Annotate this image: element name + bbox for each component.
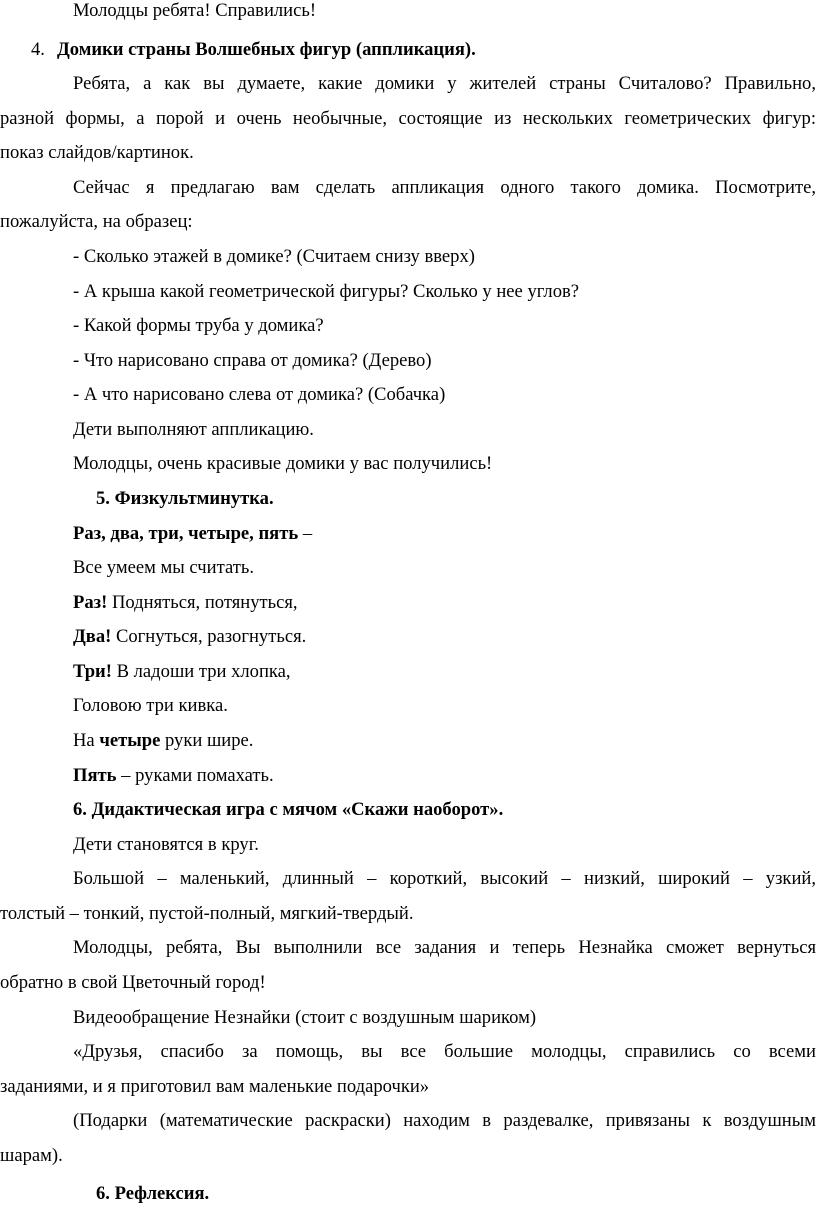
paragraph-opposites-line-2: толстый – тонкий, пустой-полный, мягкий-твердый. (0, 903, 414, 924)
poem-line-7: На четыре руки шире. (73, 730, 254, 751)
paragraph-praise-2: Молодцы, очень красивые домики у вас получились! (73, 453, 493, 474)
paragraph-opposites-line-1: Большой – маленький, длинный – короткий, высокий – низкий, широкий – узкий, (73, 868, 816, 889)
paragraph-finish-line-1: Молодцы, ребята, Вы выполнили все задания и теперь Незнайка сможет вернуться (73, 937, 816, 958)
heading-section-4-text: Домики страны Волшебных фигур (аппликация). (56, 39, 476, 60)
poem-line-2: Все умеем мы считать. (73, 557, 254, 578)
poem-line-1: Раз, два, три, четыре, пять – (73, 523, 313, 544)
heading-section-6-game: 6. Дидактическая игра с мячом «Скажи наоборот». (73, 799, 504, 820)
paragraph-houses-line-1: Ребята, а как вы думаете, какие домики у жителей страны Считалово? Правильно, (73, 73, 816, 94)
question-roof: - А крыша какой геометрической фигуры? Сколько у нее углов? (73, 281, 580, 302)
heading-section-5: 5. Физкультминутка. (96, 488, 274, 509)
paragraph-circle: Дети становятся в круг. (73, 834, 259, 855)
question-floors: - Сколько этажей в домике? (Считаем снизу вверх) (73, 246, 475, 267)
heading-section-4 (31, 39, 476, 61)
paragraph-video: Видеообращение Незнайки (стоит с воздушным шариком) (73, 1007, 537, 1028)
paragraph-houses-line-3: показ слайдов/картинок. (0, 142, 194, 163)
heading-section-6-reflection: 6. Рефлексия. (96, 1183, 210, 1204)
paragraph-gifts-line-2: шарам). (0, 1145, 63, 1166)
poem-line-4: Два! Согнуться, разогнуться. (73, 626, 307, 647)
poem-line-5: Три! В ладоши три хлопка, (73, 661, 291, 682)
poem-line-6: Головою три кивка. (73, 695, 228, 716)
paragraph-houses-line-2: разной формы, а порой и очень необычные, состоящие из нескольких геометрических фигур: (0, 108, 816, 129)
paragraph-finish-line-2: обратно в свой Цветочный город! (0, 972, 266, 993)
question-left: - А что нарисовано слева от домика? (Собачка) (73, 384, 446, 405)
list-number: 4. (31, 39, 45, 60)
paragraph-children-do: Дети выполняют аппликацию. (73, 419, 314, 440)
paragraph-application-line-1: Сейчас я предлагаю вам сделать аппликация одного такого домика. Посмотрите, (73, 177, 816, 198)
paragraph-quote-line-2: заданиями, и я приготовил вам маленькие подарочки» (0, 1076, 430, 1097)
paragraph-gifts-line-1: (Подарки (математические раскраски) находим в раздевалке, привязаны к воздушным (73, 1110, 816, 1131)
question-right: - Что нарисовано справа от домика? (Дерево) (73, 350, 432, 371)
paragraph-praise-1: Молодцы ребята! Справились! (73, 0, 317, 21)
poem-line-3: Раз! Подняться, потянуться, (73, 592, 298, 613)
paragraph-application-line-2: пожалуйста, на образец: (0, 211, 193, 232)
question-chimney: - Какой формы труба у домика? (73, 315, 324, 336)
poem-line-8: Пять – руками помахать. (73, 765, 274, 786)
paragraph-quote-line-1: «Друзья, спасибо за помощь, вы все большие молодцы, справились со всеми (73, 1041, 816, 1062)
